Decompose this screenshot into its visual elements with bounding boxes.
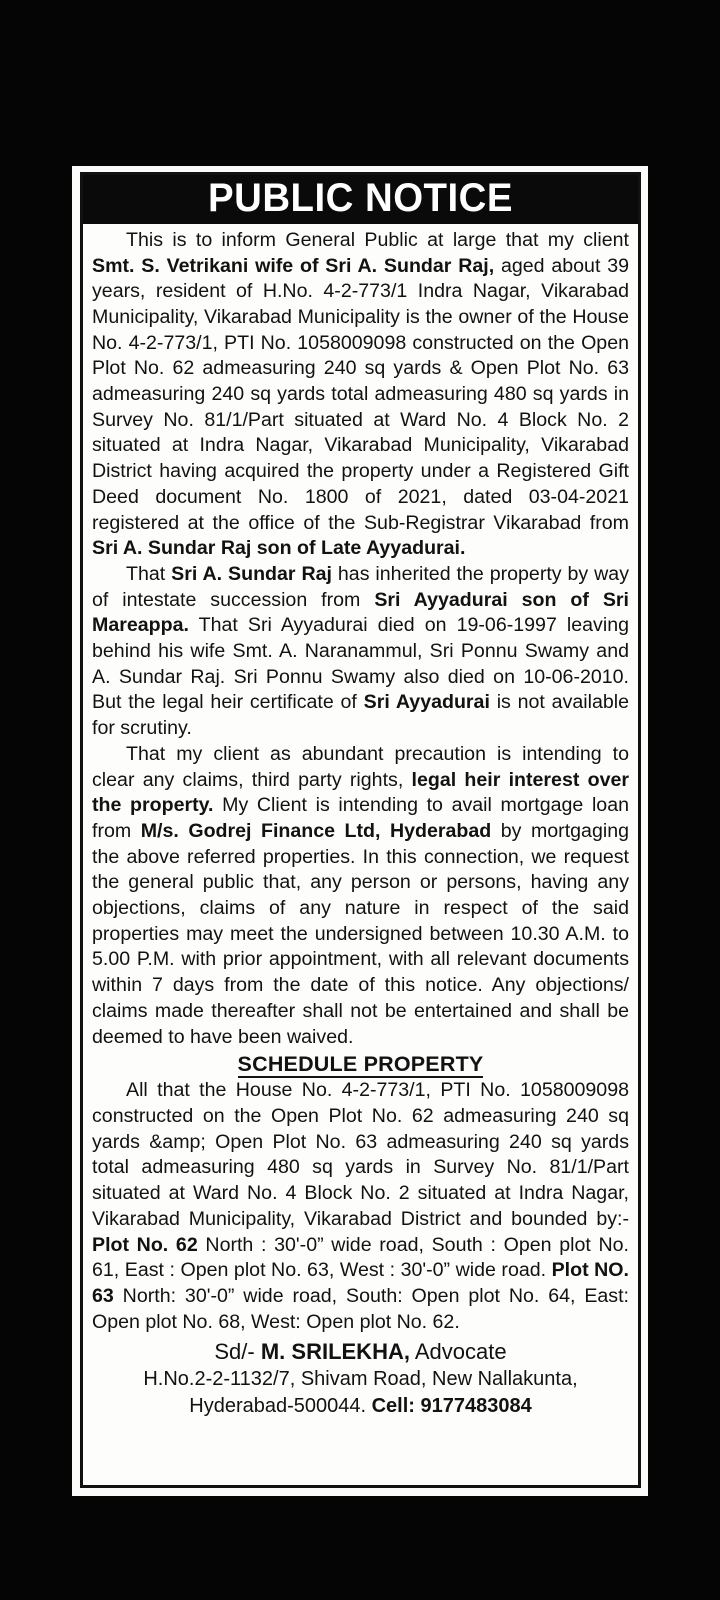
notice-paragraph-1 <box>92 228 629 562</box>
para2-predecessor-name: Sri Ayyadurai son of Sri Mareappa. <box>92 588 629 637</box>
advocate-signature-line <box>92 1337 629 1366</box>
para2-lead-text: That <box>126 562 172 585</box>
masthead-banner <box>83 175 638 224</box>
para1-grantor-name: Sri A. Sundar Raj son of Late Ayyadurai. <box>92 537 466 560</box>
advocate-title: Advocate <box>409 1339 507 1365</box>
notice-body <box>83 224 638 1485</box>
plot-63-label: Plot NO. 63 <box>92 1259 629 1307</box>
para2-heir-name: Sri A. Sundar Raj <box>171 562 332 585</box>
plot-63-boundaries: North: 30'-0” wide road, South: Open plot No. 64, East: Open plot No. 68, West: Open plot No. 62. <box>92 1284 629 1333</box>
plot-62-boundaries: North : 30'-0” wide road, South : Open plot No. 61, East : Open plot No. 63, West : 30'-0” wide road. <box>92 1233 629 1282</box>
para3-lender-name: M/s. Godrej Finance Ltd, Hyderabad <box>140 819 492 842</box>
para3-interest-clause: legal heir interest over the property. <box>92 768 629 817</box>
schedule-property-heading-text: SCHEDULE PROPERTY <box>237 1052 484 1077</box>
notice-title: PUBLIC NOTICE <box>208 176 513 220</box>
para1-middle-text: aged about 39 years, resident of H.No. 4-2-773/1 Indra Nagar, Vikarabad Municipality, Vikarabad Municipality is the owner of the House No. 4-2-773/1, PTI No. 1058009098 constructed on the Open Plot No. 62 admeasuring 240 sq yards & Open Plot No. 63 admeasuring 240 sq yards total admeasuring 480 sq yards in Survey No. 81/1/Part situated at Ward No. 4 Block No. 2 situated at Indra Nagar, Vikarabad Municipality, Vikarabad District having acquired the property under a Registered Gift Deed document No. 1800 of 2021, dated 03-04-2021 registered at the office of the Sub-Registrar Vikarabad from <box>92 254 629 534</box>
advocate-address-line: H.No.2-2-1132/7, Shivam Road, New Nallakunta, <box>143 1368 578 1391</box>
cell-label: Cell: <box>371 1395 421 1418</box>
advocate-name: M. SRILEKHA, <box>260 1339 410 1365</box>
newspaper-clipping-paper <box>72 166 648 1496</box>
para1-lead-text: This is to inform General Public at large that my client <box>126 228 629 251</box>
plot-62-label: Plot No. 62 <box>92 1233 198 1256</box>
schedule-lead-text: All that the House No. 4-2-773/1, PTI No. 1058009098 constructed on the Open Plot No. 62 admeasuring 240 sq yards &amp; Open Plot No. 63 admeasuring 240 sq yards total admeasuring 480 sq yards in Survey No. 81/1/Part situated at Ward No. 4 Block No. 2 situated at Indra Nagar, Vikarabad Municipality, Vikarabad District and bounded by:- <box>92 1079 629 1230</box>
para3-tail-text: by mortgaging the above referred properties. In this connection, we request the general public that, any person or persons, having any objections, claims of any nature in respect of the said properties may meet the undersigned between 10.30 A.M. to 5.00 P.M. with prior appointment, with all relevant documents within 7 days from the date of this notice. Any objections/ claims made thereafter shall not be entertained and shall be deemed to have been waived. <box>92 819 629 1048</box>
para3-lead-text: That my client as abundant precaution is intending to clear any claims, third party rights, <box>92 742 629 791</box>
para2-succession-text: That Sri Ayyadurai died on 19-06-1997 leaving behind his wife Smt. A. Naranammul, Sri Ponnu Swamy and A. Sundar Raj. Sri Ponnu Swamy also died on 10-06-2010. But the legal heir certificate of <box>92 614 629 714</box>
advocate-city-contact-line <box>92 1393 629 1420</box>
advocate-city: Hyderabad-500044. <box>189 1395 372 1418</box>
schedule-property-body <box>92 1078 629 1335</box>
signature-block <box>92 1337 629 1420</box>
notice-paragraph-2 <box>92 562 629 742</box>
sd-prefix: Sd/- <box>214 1339 261 1365</box>
notice-paragraph-3 <box>92 742 629 1050</box>
schedule-property-heading <box>92 1051 629 1078</box>
para2-middle-text: has inherited the property by way of intestate succession from <box>92 562 630 611</box>
para1-client-name: Smt. S. Vetrikani wife of Sri A. Sundar Raj, <box>92 254 495 277</box>
para3-middle-text: My Client is intending to avail mortgage loan from <box>92 794 629 842</box>
para2-deceased-name: Sri Ayyadurai <box>363 691 490 714</box>
para2-tail-text: is not available for scrutiny. <box>92 691 630 740</box>
cell-number: 9177483084 <box>420 1395 532 1418</box>
public-notice-advertisement <box>80 172 641 1488</box>
